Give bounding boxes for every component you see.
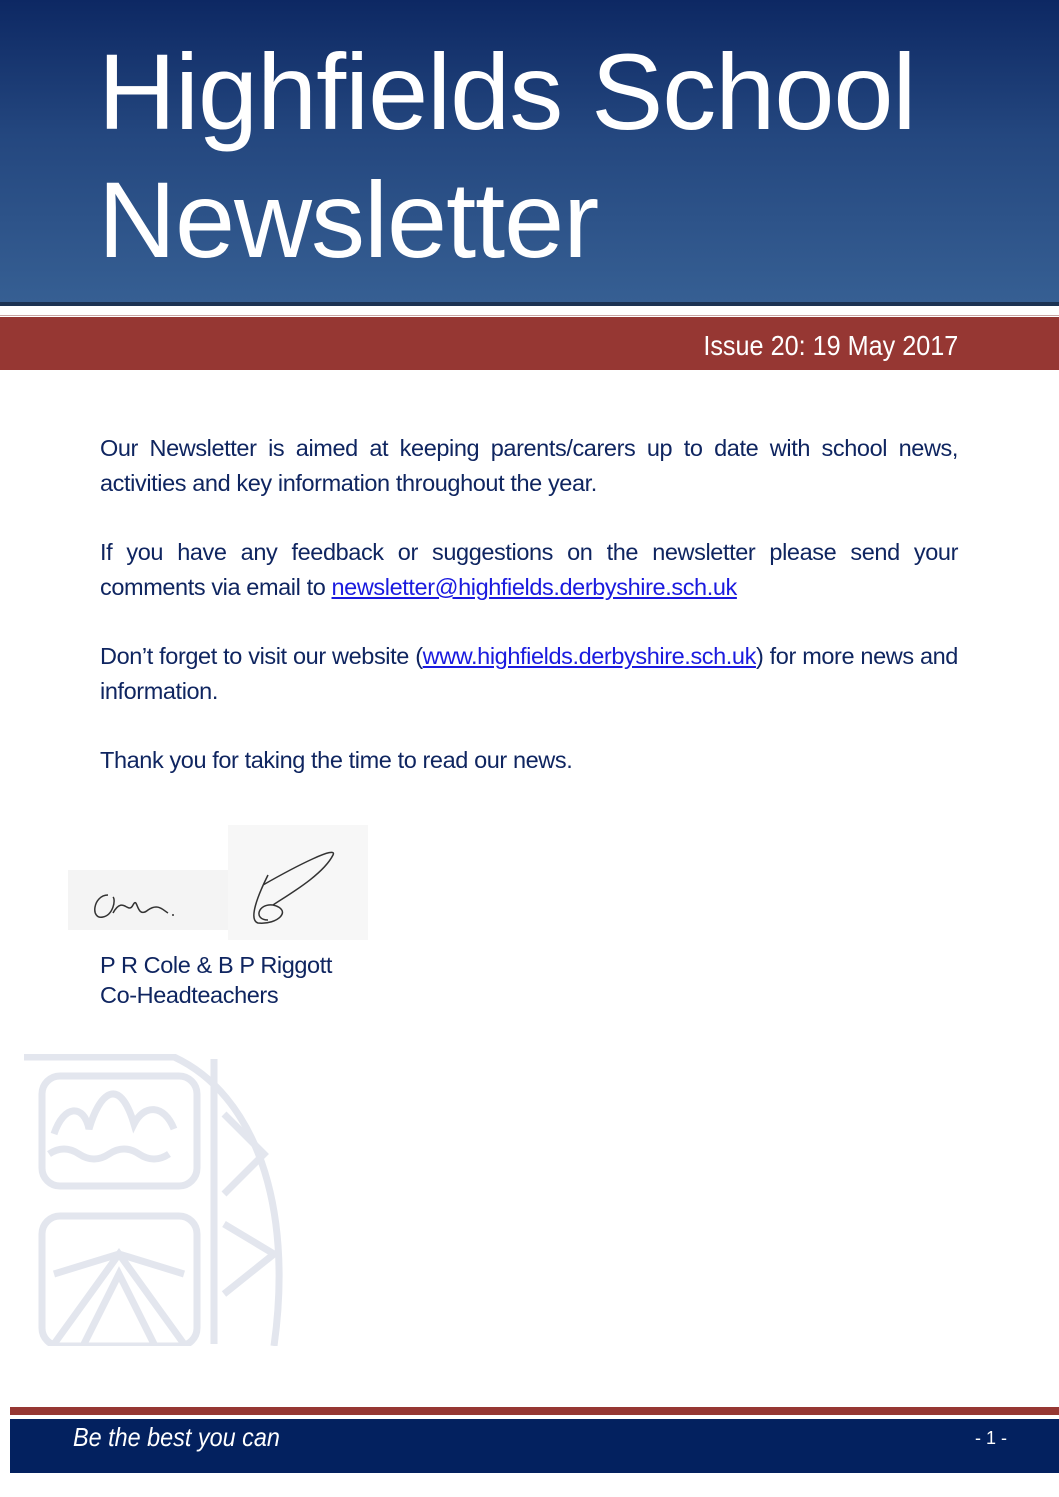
paragraph	[100, 535, 958, 605]
school-motto: Be the best you can	[73, 1422, 280, 1452]
text: If you have any feedback or suggestions on the newsletter please send your comments via email to	[100, 539, 958, 600]
signature-image	[68, 825, 368, 945]
headteacher-role: Co-Headteachers	[100, 982, 279, 1008]
divider	[0, 310, 1059, 316]
title-line-2: Newsletter	[98, 159, 599, 280]
text: ) for more news and information.	[100, 643, 958, 704]
page-number: - 1 -	[974, 1428, 1007, 1448]
title-line-1: Highfields School	[98, 31, 916, 152]
email-link[interactable]: newsletter@highfields.derbyshire.sch.uk	[331, 574, 737, 600]
intro-text	[100, 431, 958, 812]
paragraph	[100, 639, 958, 709]
school-crest-watermark	[24, 1054, 294, 1346]
page-title	[98, 28, 915, 284]
signoff	[100, 950, 332, 1010]
website-link[interactable]: www.highfields.derbyshire.sch.uk	[422, 643, 756, 669]
headteacher-names: P R Cole & B P Riggott	[100, 952, 332, 978]
paragraph: Thank you for taking the time to read our news.	[100, 747, 573, 773]
issue-band	[0, 317, 1059, 370]
text: Don’t forget to visit our website (	[100, 643, 423, 669]
footer-divider	[10, 1407, 1059, 1415]
header-banner	[0, 0, 1059, 306]
issue-date: Issue 20: 19 May 2017	[703, 330, 958, 361]
paragraph: Our Newsletter is aimed at keeping parents/carers up to date with school news, activities and key information throughout the year.	[100, 435, 958, 496]
footer-bar	[10, 1419, 1059, 1473]
